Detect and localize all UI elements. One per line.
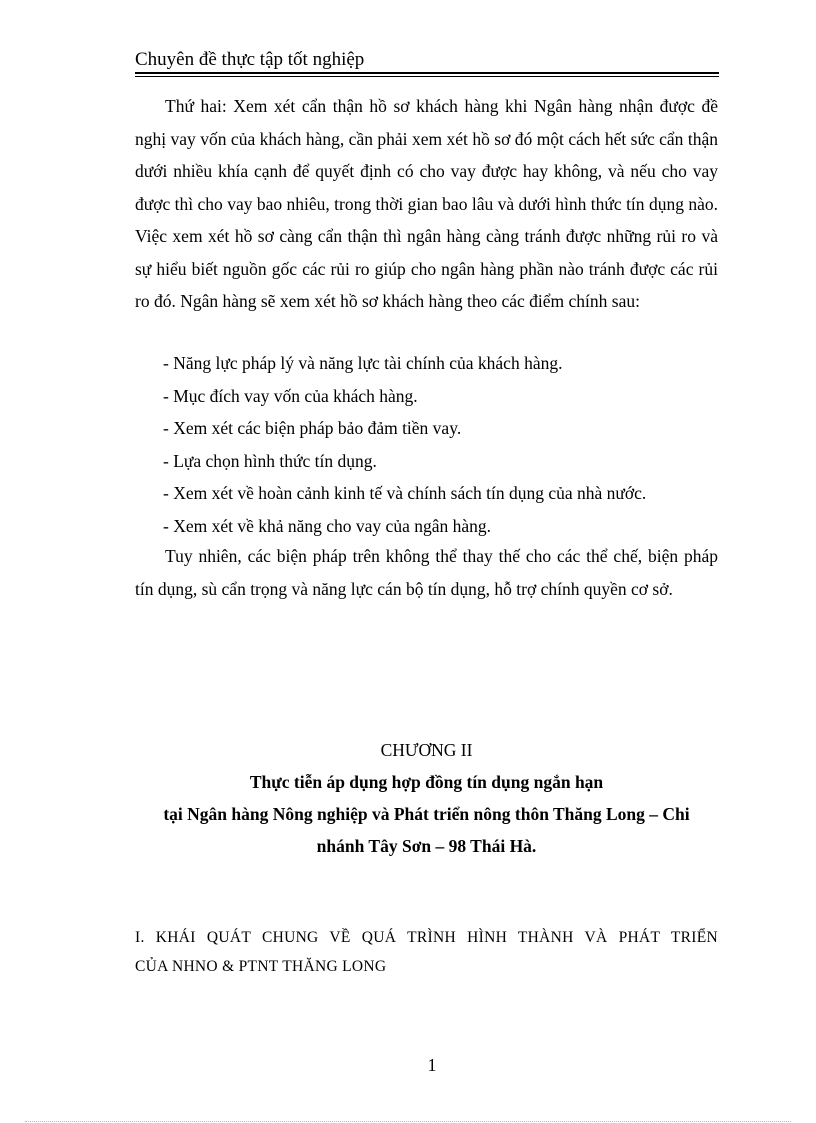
list-item: - Mục đích vay vốn của khách hàng. [163,385,418,406]
page-number: 1 [427,1055,437,1075]
list-item: - Lựa chọn hình thức tín dụng. [163,450,377,471]
header-rule-thick [135,72,719,74]
list-item: - Xem xét các biện pháp bảo đảm tiền vay. [163,418,462,438]
list-item: - Xem xét về hoàn cảnh kinh tế và chính sách tín dụng của nhà nước. [163,483,647,503]
header-rule-thin [135,76,719,77]
chapter-title-line: tại Ngân hàng Nông nghiệp và Phát triển nông thôn Thăng Long – Chi [163,804,690,824]
section-heading [135,923,718,981]
section-heading-line: I. KHÁI QUÁT CHUNG VỀ QUÁ TRÌNH HÌNH THÀNH VÀ PHÁT TRIỂN [135,929,718,946]
chapter-label: CHƯƠNG II [380,740,473,760]
list-item: - Xem xét về khả năng cho vay của ngân hàng. [163,515,492,536]
page-bottom-border [25,1121,791,1122]
document-header-title: Chuyên đề thực tập tốt nghiệp [135,49,365,70]
section-heading-line: CỦA NHNO & PTNT THĂNG LONG [135,958,387,975]
chapter-title [135,766,718,862]
chapter-title-line: nhánh Tây Sơn – 98 Thái Hà. [316,836,537,856]
criteria-list [163,347,646,542]
paragraph-1: Thứ hai: Xem xét cẩn thận hồ sơ khách hàng khi Ngân hàng nhận được đề nghị vay vốn của khách hàng, cần phải xem xét hồ sơ đó một cách hết sức cẩn thận dưới nhiều khía cạnh để quyết định có cho vay được hay không, và nếu cho vay được thì cho vay bao nhiêu, trong thời gian bao lâu và dưới hình thức tín dụng nào. Việc xem xét hồ sơ càng cẩn thận thì ngân hàng càng tránh được những rủi ro và sự hiểu biết nguồn gốc các rủi ro giúp cho ngân hàng phần nào tránh được các rủi ro đó. Ngân hàng sẽ xem xét hồ sơ khách hàng theo các điểm chính sau: [135,96,718,311]
list-item: - Năng lực pháp lý và năng lực tài chính của khách hàng. [163,353,563,373]
chapter-title-line: Thực tiễn áp dụng hợp đồng tín dụng ngắn hạn [249,772,604,792]
paragraph-2: Tuy nhiên, các biện pháp trên không thể thay thế cho các thể chế, biện pháp tín dụng, sù cẩn trọng và năng lực cán bộ tín dụng, hỗ trợ chính quyền cơ sở. [135,546,718,599]
